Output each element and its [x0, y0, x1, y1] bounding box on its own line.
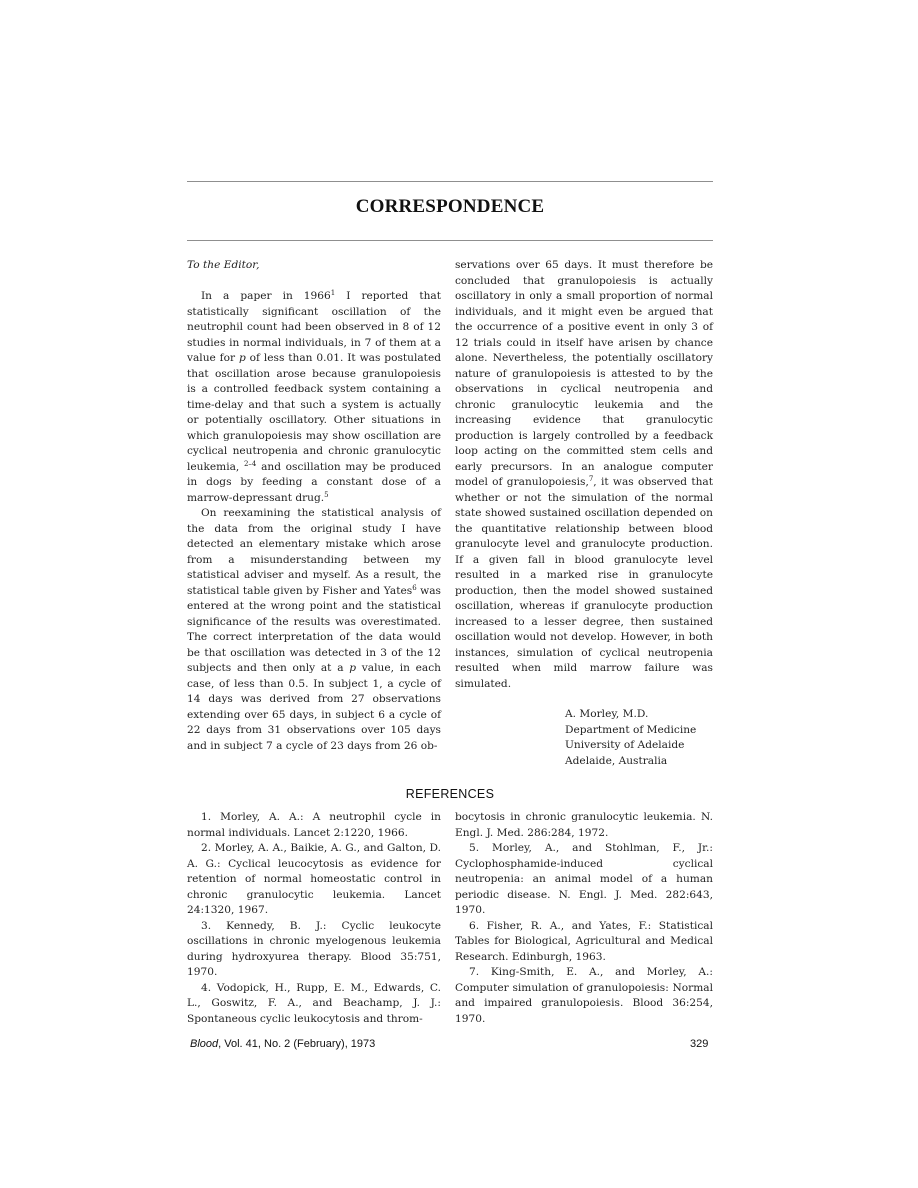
salutation: To the Editor,	[187, 259, 260, 271]
signature-block	[565, 707, 713, 769]
journal-issue: , Vol. 41, No. 2 (February), 1973	[218, 1038, 376, 1050]
reference-item: 4. Vodopick, H., Rupp, E. M., Edwards, C. L., Goswitz, F. A., and Beachamp, J. J.: Spontaneous cyclic leukocytosis and throm-	[187, 981, 441, 1025]
citation-7: 7	[588, 475, 594, 483]
references-right-column	[455, 810, 713, 1027]
citation-6: 6	[412, 583, 417, 592]
reference-item: 6. Fisher, R. A., and Yates, F.: Statistical Tables for Biological, Agricultural and Medical Research. Edinburgh, 1963.	[455, 919, 713, 963]
citation-2-4: 2–4	[243, 459, 257, 468]
references-left-column	[187, 810, 441, 1027]
citation-1: 1	[330, 289, 336, 297]
letter-right-column	[455, 258, 713, 769]
reference-item: 3. Kennedy, B. J.: Cyclic leukocyte oscillations in chronic myelogenous leukemia during hydroxyurea therapy. Blood 35:751, 1970.	[187, 919, 441, 978]
reference-item: 7. King-Smith, E. A., and Morley, A.: Computer simulation of granulopoiesis: Normal and impaired granulopoiesis. Blood 36:254, 1970.	[455, 966, 713, 1025]
letter-left-column	[187, 258, 441, 754]
references-heading: REFERENCES	[405, 787, 495, 801]
reference-item-continued: bocytosis in chronic granulocytic leukemia. N. Engl. J. Med. 286:284, 1972.	[455, 811, 713, 839]
reference-item: 1. Morley, A. A.: A neutrophil cycle in normal individuals. Lancet 2:1220, 1966.	[187, 811, 441, 839]
letter-paragraph-2: On reexamining the statistical analysis of the data from the original study I have detected an elementary mistake which arose from a misunderstanding between my statistical adviser and myself. As a result, the statistical table given by Fisher and Yates$^6$ was entered at the wrong point and the statistical significance of the results was overestimated. The correct interpretation of the data would be that oscillation was detected in 3 of the 12 subjects and then only at a p value, in each case, of less than 0.5. In subject 1, a cycle of 14 days was derived from 27 observations extending over 65 days, in subject 6 a cycle of 22 days from 31 observations over 105 days and in subject 7 a cycle of 23 days from 26 ob-	[187, 507, 442, 752]
citation-5: 5	[324, 490, 329, 499]
author-location: Adelaide, Australia	[565, 754, 668, 767]
reference-item: 2. Morley, A. A., Baikie, A. G., and Galton, D. A. G.: Cyclical leucocytosis as evidence for retention of normal homeostatic control in chronic granulocytic leukemia. Lancet 24:1320, 1967.	[187, 842, 441, 916]
journal-citation	[190, 1038, 375, 1050]
top-rule	[187, 181, 713, 182]
journal-name: Blood	[190, 1038, 219, 1050]
author-department: Department of Medicine	[565, 723, 697, 736]
title-rule	[187, 240, 713, 241]
reference-item: 5. Morley, A., and Stohlman, F., Jr.: Cyclophosphamide-induced cyclical neutropenia: an animal model of a human periodic disease. N. Engl. J. Med. 282:643, 1970.	[455, 842, 713, 916]
page-title: CORRESPONDENCE	[355, 196, 545, 217]
author-name: A. Morley, M.D.	[565, 708, 649, 720]
author-university: University of Adelaide	[565, 739, 685, 751]
page-number: 329	[690, 1038, 709, 1050]
letter-paragraph-1: In a paper in 1966$^1$ I reported that statistically significant oscillation of the neutrophil count had been observed in 8 of 12 studies in normal individuals, in 7 of them at a value for p of less than 0.01. It was postulated that oscillation arose because granulopoiesis is a controlled feedback system containing a time-delay and that such a system is actually or potentially oscillatory. Other situations in which granulopoiesis may show oscillation are cyclical neutropenia and chronic granulocytic leukemia, $^{2-4}$ and oscillation may be produced in dogs by feeding a constant dose of a marrow-depressant drug.$^5$	[187, 289, 441, 504]
letter-paragraph-2-continued: servations over 65 days. It must therefore be concluded that granulopoiesis is actually oscillatory in only a small proportion of normal individuals, and it might even be argued that the occurrence of a positive event in only 3 of 12 trials could in itself have arisen by chance alone. Nevertheless, the potentially oscillatory nature of granulopoiesis is attested to by the observations in cyclical neutropenia and chronic granulocytic leukemia and the increasing evidence that granulocytic production is largely controlled by a feedback loop acting on the committed stem cells and early precursors. In an analogue computer model of granulopoiesis,$^7$, it was observed that whether or not the simulation of the normal state showed sustained oscillation depended on the quantitative relationship between blood granulocyte level and granulocyte production. If a given fall in blood granulocyte level resulted in a marked rise in granulocyte production, then the model showed sustained oscillation, whereas if granulocyte production increased to a lesser degree, then sustained oscillation would not develop. However, in both instances, simulation of cyclical neutropenia resulted when mild marrow failure was simulated.	[455, 259, 713, 690]
